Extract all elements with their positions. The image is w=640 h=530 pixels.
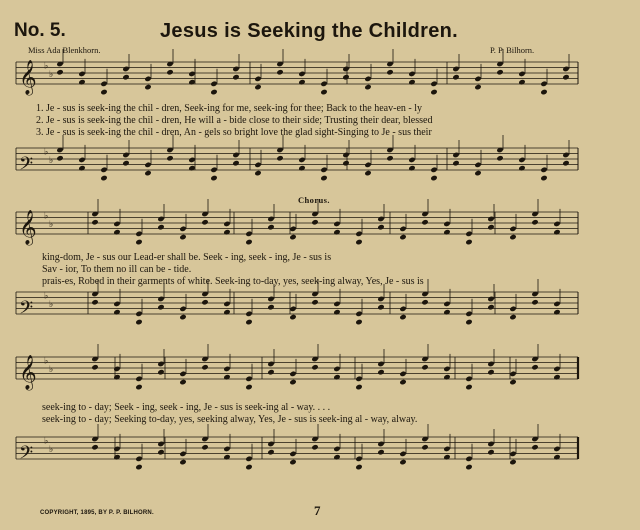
note-head [201, 364, 208, 370]
note-head [122, 66, 129, 72]
note-head [333, 374, 340, 380]
note-head [320, 81, 327, 87]
note-head [157, 369, 164, 375]
note-head [518, 79, 525, 85]
note-head [399, 459, 406, 465]
flat-icon: ♭ [49, 154, 54, 165]
note-head [421, 219, 428, 225]
note-head [562, 160, 569, 166]
note-head [91, 364, 98, 370]
note-head [320, 167, 327, 173]
note-head [223, 221, 230, 227]
note-head [144, 162, 151, 168]
note-head [223, 454, 230, 460]
note-head [553, 454, 560, 460]
note-head [157, 224, 164, 230]
note-head [188, 79, 195, 85]
note-head [518, 71, 525, 77]
flat-icon: ♭ [44, 355, 49, 366]
hymn-number: No. 5. [14, 20, 66, 41]
note-head [135, 231, 142, 237]
note-head [474, 170, 481, 176]
note-head [78, 165, 85, 171]
note-head [531, 444, 538, 450]
note-head [355, 384, 362, 390]
note-head [144, 76, 151, 82]
note-head [276, 69, 283, 75]
note-head [377, 441, 384, 447]
note-head [78, 71, 85, 77]
note-head [443, 374, 450, 380]
note-head [113, 309, 120, 315]
note-head [430, 89, 437, 95]
note-head [289, 226, 296, 232]
note-head [157, 441, 164, 447]
note-head [443, 446, 450, 452]
note-head [518, 157, 525, 163]
chorus-line-1: seek-ing to - day; Seek - ing, seek - ing, Je - sus is seek-ing al - way. . . . [42, 402, 331, 413]
flat-icon: ♭ [44, 435, 49, 446]
composer-credit: P. P. Bilhorn. [490, 45, 535, 55]
note-head [333, 454, 340, 460]
note-head [562, 66, 569, 72]
note-head [179, 379, 186, 385]
flat-icon: ♭ [49, 363, 54, 374]
note-head [399, 226, 406, 232]
note-head [430, 167, 437, 173]
note-head [210, 81, 217, 87]
note-head [509, 371, 516, 377]
note-head [553, 301, 560, 307]
flat-icon: ♭ [44, 146, 49, 157]
note-head [298, 157, 305, 163]
lyricist-credit: Miss Ada Blenkhorn. [28, 45, 101, 55]
flat-icon: ♭ [49, 68, 54, 79]
note-head [386, 69, 393, 75]
note-head [135, 319, 142, 325]
note-head [509, 306, 516, 312]
note-head [113, 366, 120, 372]
chorus-label: Chorus. [298, 195, 330, 205]
note-head [509, 379, 516, 385]
note-head [386, 155, 393, 161]
note-head [333, 301, 340, 307]
note-head [487, 449, 494, 455]
bass-clef-icon: 𝄢 [19, 443, 34, 468]
note-head [487, 441, 494, 447]
note-head [399, 451, 406, 457]
note-head [540, 175, 547, 181]
note-head [91, 444, 98, 450]
note-head [223, 366, 230, 372]
note-head [157, 304, 164, 310]
note-head [210, 89, 217, 95]
note-head [408, 79, 415, 85]
note-head [113, 301, 120, 307]
note-head [540, 89, 547, 95]
note-head [188, 157, 195, 163]
note-head [320, 175, 327, 181]
note-head [113, 229, 120, 235]
note-head [188, 71, 195, 77]
note-head [509, 226, 516, 232]
note-head [553, 366, 560, 372]
note-head [553, 374, 560, 380]
note-head [113, 446, 120, 452]
note-head [311, 299, 318, 305]
treble-clef-icon: 𝄞 [19, 355, 37, 390]
note-head [399, 314, 406, 320]
note-head [276, 155, 283, 161]
verse-2-line-1: 2. Je - sus is seek-ing the chil - dren, He will a - bide close to their side; Trusting their dear, blessed [36, 115, 433, 126]
note-head [188, 165, 195, 171]
note-head [91, 219, 98, 225]
note-head [399, 306, 406, 312]
note-head [553, 229, 560, 235]
note-head [157, 216, 164, 222]
note-head [135, 311, 142, 317]
note-head [289, 306, 296, 312]
note-head [377, 361, 384, 367]
note-head [518, 165, 525, 171]
verse-2-line-2: Sav - ior, To them no ill can be - tide. [42, 264, 192, 275]
flat-icon: ♭ [44, 60, 49, 71]
note-head [289, 379, 296, 385]
note-head [179, 234, 186, 240]
note-head [540, 167, 547, 173]
note-head [179, 306, 186, 312]
note-head [157, 361, 164, 367]
note-head [487, 296, 494, 302]
note-head [421, 444, 428, 450]
note-head [232, 74, 239, 80]
note-head [377, 224, 384, 230]
note-head [267, 441, 274, 447]
note-head [408, 71, 415, 77]
note-head [509, 459, 516, 465]
flat-icon: ♭ [49, 218, 54, 229]
note-head [232, 152, 239, 158]
note-head [474, 76, 481, 82]
note-head [135, 376, 142, 382]
note-head [377, 296, 384, 302]
note-head [452, 66, 459, 72]
note-head [298, 71, 305, 77]
note-head [465, 376, 472, 382]
note-head [135, 384, 142, 390]
note-head [298, 165, 305, 171]
note-head [333, 229, 340, 235]
note-head [144, 84, 151, 90]
note-head [465, 319, 472, 325]
verse-1-line-1: 1. Je - sus is seek-ing the chil - dren, Seek-ing for me, seek-ing for thee; Back to the heav-en - ly [36, 103, 422, 114]
note-head [320, 89, 327, 95]
note-head [509, 314, 516, 320]
note-head [355, 464, 362, 470]
flat-icon: ♭ [49, 298, 54, 309]
note-head [399, 371, 406, 377]
note-head [465, 231, 472, 237]
treble-clef-icon: 𝄞 [19, 210, 37, 245]
note-head [443, 366, 450, 372]
note-head [377, 449, 384, 455]
note-head [267, 224, 274, 230]
note-head [355, 231, 362, 237]
note-head [364, 84, 371, 90]
note-head [113, 374, 120, 380]
note-head [223, 301, 230, 307]
note-head [540, 81, 547, 87]
note-head [342, 66, 349, 72]
note-head [333, 309, 340, 315]
note-head [201, 219, 208, 225]
note-head [364, 162, 371, 168]
verse-3-line-2: prais-es, Robed in their garments of white. Seek-ing to-day, yes, seek-ing alway, Yes, Je - sus is [42, 276, 424, 287]
note-head [289, 459, 296, 465]
note-head [166, 69, 173, 75]
note-head [245, 456, 252, 462]
note-head [122, 152, 129, 158]
note-head [465, 311, 472, 317]
note-head [465, 464, 472, 470]
note-head [342, 74, 349, 80]
note-head [531, 364, 538, 370]
note-head [223, 374, 230, 380]
note-head [210, 167, 217, 173]
note-head [443, 309, 450, 315]
note-head [245, 384, 252, 390]
note-head [201, 444, 208, 450]
verse-1-line-2: king-dom, Je - sus our Lead-er shall be. Seek - ing, seek - ing, Je - sus is [42, 252, 332, 263]
flat-icon: ♭ [44, 210, 49, 221]
note-head [487, 369, 494, 375]
note-head [474, 162, 481, 168]
note-head [364, 170, 371, 176]
note-head [56, 69, 63, 75]
note-head [267, 449, 274, 455]
note-head [399, 379, 406, 385]
note-head [364, 76, 371, 82]
note-head [100, 167, 107, 173]
note-head [355, 239, 362, 245]
note-head [179, 371, 186, 377]
note-head [443, 229, 450, 235]
note-head [443, 454, 450, 460]
note-head [355, 311, 362, 317]
note-head [245, 319, 252, 325]
note-head [179, 226, 186, 232]
note-head [333, 366, 340, 372]
bass-clef-icon: 𝄢 [19, 154, 34, 179]
flat-icon: ♭ [49, 443, 54, 454]
note-head [179, 314, 186, 320]
note-head [333, 446, 340, 452]
note-head [421, 364, 428, 370]
note-head [78, 157, 85, 163]
copyright-notice: COPYRIGHT, 1895, BY P. P. BILHORN. [40, 510, 154, 516]
note-head [465, 384, 472, 390]
note-head [100, 175, 107, 181]
note-head [474, 84, 481, 90]
note-head [553, 221, 560, 227]
note-head [311, 444, 318, 450]
note-head [289, 314, 296, 320]
note-head [210, 175, 217, 181]
note-head [245, 231, 252, 237]
note-head [509, 234, 516, 240]
note-head [421, 299, 428, 305]
note-head [122, 160, 129, 166]
note-head [157, 296, 164, 302]
note-head [531, 299, 538, 305]
note-head [342, 152, 349, 158]
note-head [135, 456, 142, 462]
note-head [311, 364, 318, 370]
note-head [157, 449, 164, 455]
note-head [487, 361, 494, 367]
note-head [91, 299, 98, 305]
note-head [408, 165, 415, 171]
note-head [355, 376, 362, 382]
note-head [232, 66, 239, 72]
note-head [100, 81, 107, 87]
note-head [289, 451, 296, 457]
note-head [122, 74, 129, 80]
note-head [553, 446, 560, 452]
note-head [465, 456, 472, 462]
note-head [56, 155, 63, 161]
hymn-title: Jesus is Seeking the Children. [160, 20, 458, 42]
note-head [113, 221, 120, 227]
note-head [245, 376, 252, 382]
note-head [487, 224, 494, 230]
note-head [267, 296, 274, 302]
note-head [496, 155, 503, 161]
note-head [289, 234, 296, 240]
note-head [267, 216, 274, 222]
note-head [254, 76, 261, 82]
note-head [267, 304, 274, 310]
note-head [355, 456, 362, 462]
note-head [223, 446, 230, 452]
note-head [452, 152, 459, 158]
note-head [223, 309, 230, 315]
note-head [78, 79, 85, 85]
note-head [254, 170, 261, 176]
note-head [443, 221, 450, 227]
note-head [377, 369, 384, 375]
note-head [311, 219, 318, 225]
note-head [135, 464, 142, 470]
note-head [135, 239, 142, 245]
note-head [465, 239, 472, 245]
note-head [179, 451, 186, 457]
note-head [430, 81, 437, 87]
note-head [223, 229, 230, 235]
note-head [562, 74, 569, 80]
note-head [487, 216, 494, 222]
note-head [298, 79, 305, 85]
note-head [201, 299, 208, 305]
flat-icon: ♭ [44, 290, 49, 301]
note-head [342, 160, 349, 166]
note-head [399, 234, 406, 240]
note-head [254, 84, 261, 90]
note-head [232, 160, 239, 166]
note-head [289, 371, 296, 377]
note-head [355, 319, 362, 325]
note-head [267, 369, 274, 375]
note-head [267, 361, 274, 367]
note-head [144, 170, 151, 176]
note-head [452, 160, 459, 166]
note-head [496, 69, 503, 75]
note-head [179, 459, 186, 465]
note-head [452, 74, 459, 80]
note-head [509, 451, 516, 457]
note-head [166, 155, 173, 161]
note-head [562, 152, 569, 158]
note-head [245, 311, 252, 317]
note-head [377, 216, 384, 222]
page-number: 7 [314, 503, 321, 518]
note-head [254, 162, 261, 168]
note-head [113, 454, 120, 460]
note-head [100, 89, 107, 95]
treble-clef-icon: 𝄞 [19, 60, 37, 95]
note-head [531, 219, 538, 225]
note-head [333, 221, 340, 227]
note-head [408, 157, 415, 163]
note-head [245, 464, 252, 470]
verse-3-line-1: 3. Je - sus is seek-ing the chil - dren, An - gels so bright love the glad sight-Singing to Je - sus their [36, 127, 432, 138]
note-head [430, 175, 437, 181]
chorus-line-2: seek-ing to - day; Seeking to-day, yes, seeking alway, Yes, Je - sus is seek-ing al - way, alway. [42, 414, 418, 425]
note-head [443, 301, 450, 307]
note-head [487, 304, 494, 310]
bass-clef-icon: 𝄢 [19, 298, 34, 323]
note-head [245, 239, 252, 245]
note-head [377, 304, 384, 310]
note-head [553, 309, 560, 315]
